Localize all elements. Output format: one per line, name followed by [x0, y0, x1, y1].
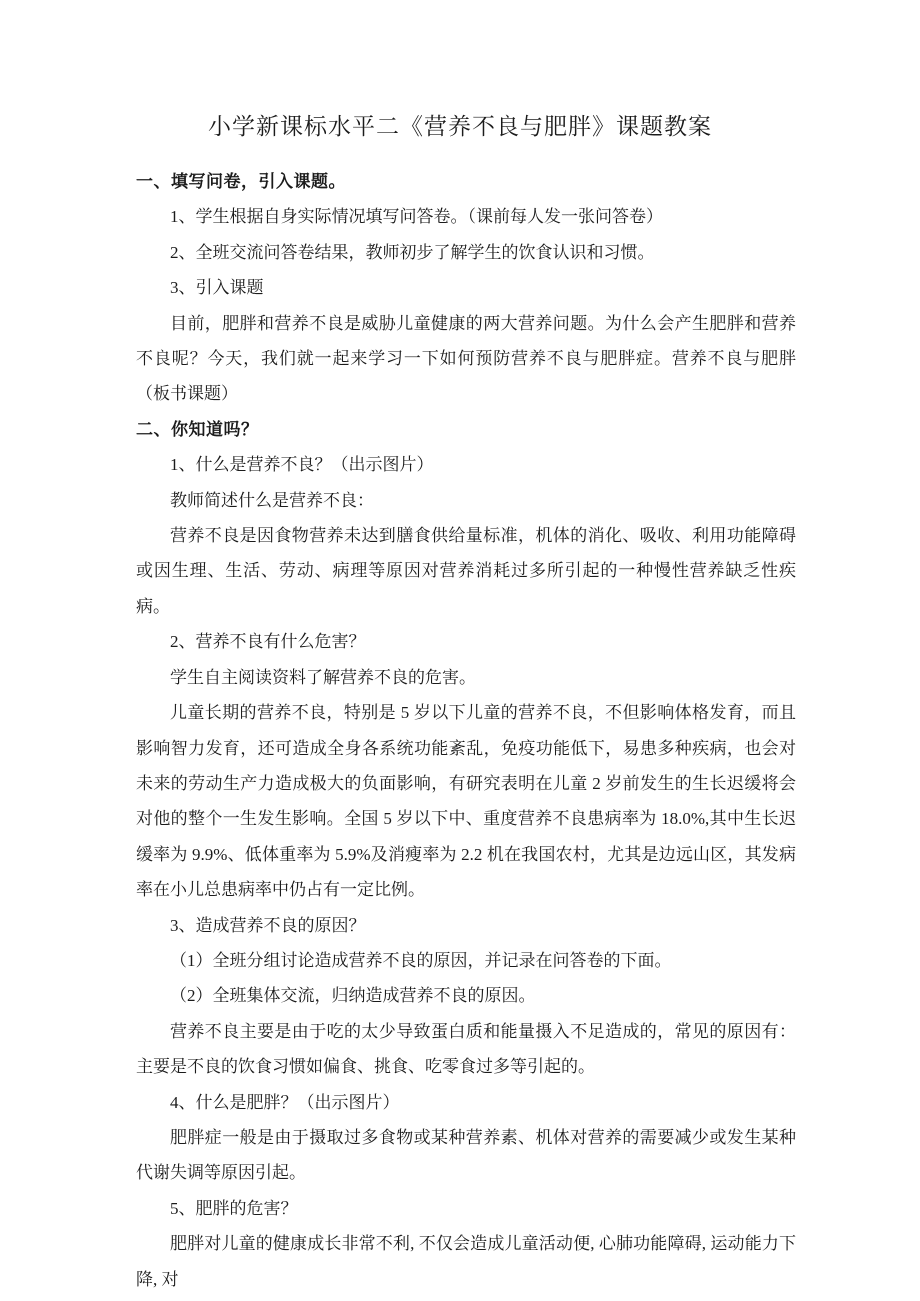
- paragraph-malnutrition-harm-detail: 儿童长期的营养不良，特别是 5 岁以下儿童的营养不良，不但影响体格发育，而且影响智力发育，还可造成全身各系统功能紊乱，免疫功能低下，易患多种疾病，也会对未来的劳动生产力造成极大的负面影响，有研究表明在儿童 2 岁前发生的生长迟缓将会对他的整个一生发生影响。全国 5 岁以下中、重度营养不良患病率为 18.0%,其中生长迟缓率为 9.9%、低体重率为 5.9%及消瘦率为 2.2 机在我国农村，尤其是边远山区，其发病率在小儿总患病率中仍占有一定比例。: [136, 703, 796, 900]
- paragraph-q3-causes: 3、造成营养不良的原因？: [170, 915, 366, 935]
- paragraph-fill-questionnaire: 1、学生根据自身实际情况填写问答卷。（课前每人发一张问答卷）: [170, 207, 663, 227]
- document-title: 小学新课标水平二《营养不良与肥胖》课题教案: [208, 114, 712, 139]
- document-body: [0, 143, 920, 1297]
- paragraph-obesity-definition: 肥胖症一般是由于摄取过多食物或某种营养素、机体对营养的需要减少或发生某种代谢失调等原因引起。: [136, 1127, 796, 1183]
- paragraph-q2-harm-of-malnutrition: 2、营养不良有什么危害？: [170, 632, 366, 652]
- section-heading-1: 一、填写问卷，引入课题。: [136, 172, 346, 191]
- paragraph-obesity-harm-detail: 肥胖对儿童的健康成长非常不利, 不仅会造成儿童活动便, 心肺功能障碍, 运动能力下降, 对: [136, 1234, 796, 1289]
- paragraph-topic-intro-body: 目前，肥胖和营养不良是威胁儿童健康的两大营养问题。为什么会产生肥胖和营养不良呢？今天，我们就一起来学习一下如何预防营养不良与肥胖症。营养不良与肥胖（板书课题）: [136, 313, 796, 404]
- paragraph-q4-what-is-obesity: 4、什么是肥胖？（出示图片）: [170, 1092, 400, 1112]
- paragraph-malnutrition-definition: 营养不良是因食物营养未达到膳食供给量标准，机体的消化、吸收、利用功能障碍或因生理、生活、劳动、病理等原因对营养消耗过多所引起的一种慢性营养缺乏性疾病。: [136, 526, 796, 616]
- paragraph-introduce-topic: 3、引入课题: [170, 278, 264, 298]
- paragraph-group-discussion: （1）全班分组讨论造成营养不良的原因，并记录在问答卷的下面。: [170, 950, 672, 970]
- paragraph-q5-obesity-harm: 5、肥胖的危害？: [170, 1198, 298, 1218]
- paragraph-teacher-brief: 教师简述什么是营养不良：: [170, 490, 374, 510]
- paragraph-class-summary: （2）全班集体交流，归纳造成营养不良的原因。: [170, 986, 536, 1006]
- paragraph-student-reading: 学生自主阅读资料了解营养不良的危害。: [170, 667, 476, 687]
- paragraph-causes-detail: 营养不良主要是由于吃的太少导致蛋白质和能量摄入不足造成的，常见的原因有：主要是不良的饮食习惯如偏食、挑食、吃零食过多等引起的。: [136, 1021, 796, 1077]
- section-heading-2: 二、你知道吗？: [136, 419, 259, 439]
- paragraph-class-exchange: 2、全班交流问答卷结果，教师初步了解学生的饮食认识和习惯。: [170, 242, 655, 262]
- paragraph-q1-what-is-malnutrition: 1、什么是营养不良？（出示图片）: [170, 455, 434, 475]
